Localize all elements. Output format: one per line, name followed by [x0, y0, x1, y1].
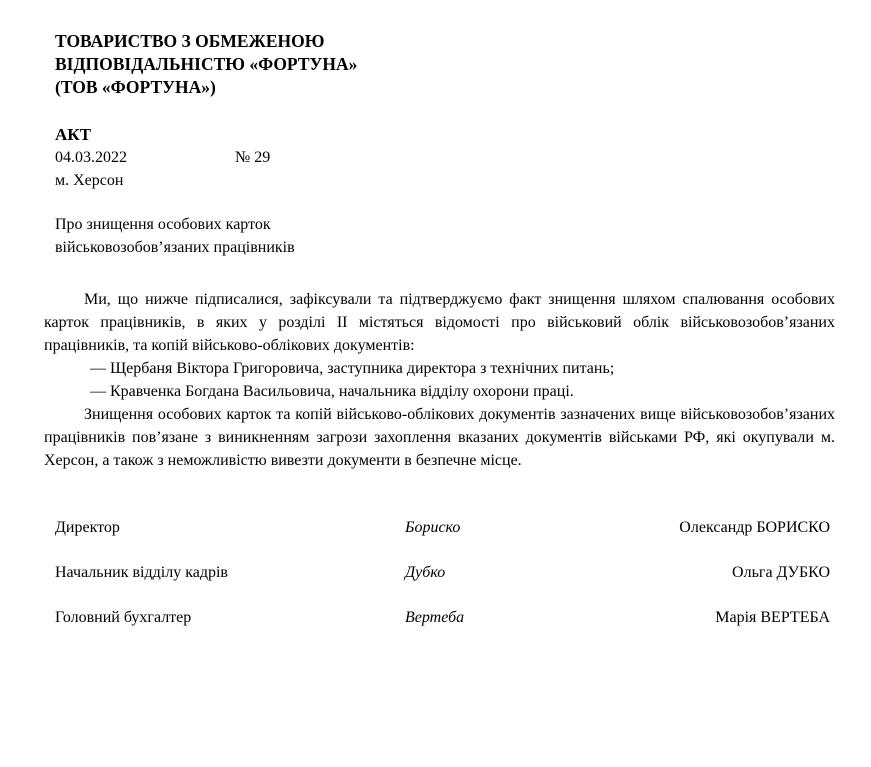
- body-paragraph-2: Знищення особових карток та копій військово-облікових документів зазначених вище військовозобов’язаних працівників пов’язане з виникненням загрози захоплення вказаних документів військами РФ, які окупували м. Херсон, а також з неможливістю вивезти документи в безпечне місце.: [44, 406, 835, 469]
- signatures-block: [44, 516, 835, 629]
- doc-subject-block: [55, 213, 835, 259]
- doc-type-heading: АКТ: [55, 125, 91, 144]
- signature-row-chief-accountant: [44, 606, 835, 629]
- doc-body: [44, 288, 835, 472]
- signature-role: Директор: [55, 519, 120, 536]
- company-name-line-1: ТОВАРИСТВО З ОБМЕЖЕНОЮ: [55, 31, 325, 51]
- signature-autograph: Дубко: [405, 564, 446, 581]
- signature-autograph: Бориско: [405, 519, 461, 536]
- signature-role: Головний бухгалтер: [55, 609, 192, 626]
- doc-number: № 29: [235, 149, 271, 166]
- signature-role: Начальник відділу кадрів: [55, 564, 228, 581]
- company-name-line-2: ВІДПОВІДАЛЬНІСТЮ «ФОРТУНА»: [55, 54, 358, 74]
- signature-row-director: [44, 516, 835, 539]
- signature-name: Марія ВЕРТЕБА: [715, 609, 830, 626]
- body-paragraph-1: Ми, що нижче підписалися, зафіксували та підтверджуємо факт знищення шляхом спалювання особових карток працівників, в яких у розділі ІІ містяться відомості про військовий облік військовозобов’язаних працівників, та копій військово-облікових документів:: [44, 291, 835, 354]
- date-number-row: [55, 146, 835, 169]
- doc-date: 04.03.2022: [55, 149, 127, 166]
- company-name-line-3: (ТОВ «ФОРТУНА»): [55, 77, 216, 97]
- signature-name: Олександр БОРИСКО: [679, 519, 830, 536]
- company-name-block: [55, 30, 455, 99]
- signature-row-hr-chief: [44, 561, 835, 584]
- list-item-1: — Щербаня Віктора Григоровича, заступника директора з технічних питань;: [90, 360, 615, 377]
- signature-name: Ольга ДУБКО: [732, 564, 830, 581]
- list-item-2: — Кравченка Богдана Васильовича, начальника відділу охорони праці.: [90, 383, 574, 400]
- doc-subject-line-2: військовозобов’язаних працівників: [55, 239, 295, 256]
- doc-subject-line-1: Про знищення особових карток: [55, 216, 271, 233]
- signature-autograph: Вертеба: [405, 609, 465, 626]
- doc-city: м. Херсон: [55, 172, 124, 189]
